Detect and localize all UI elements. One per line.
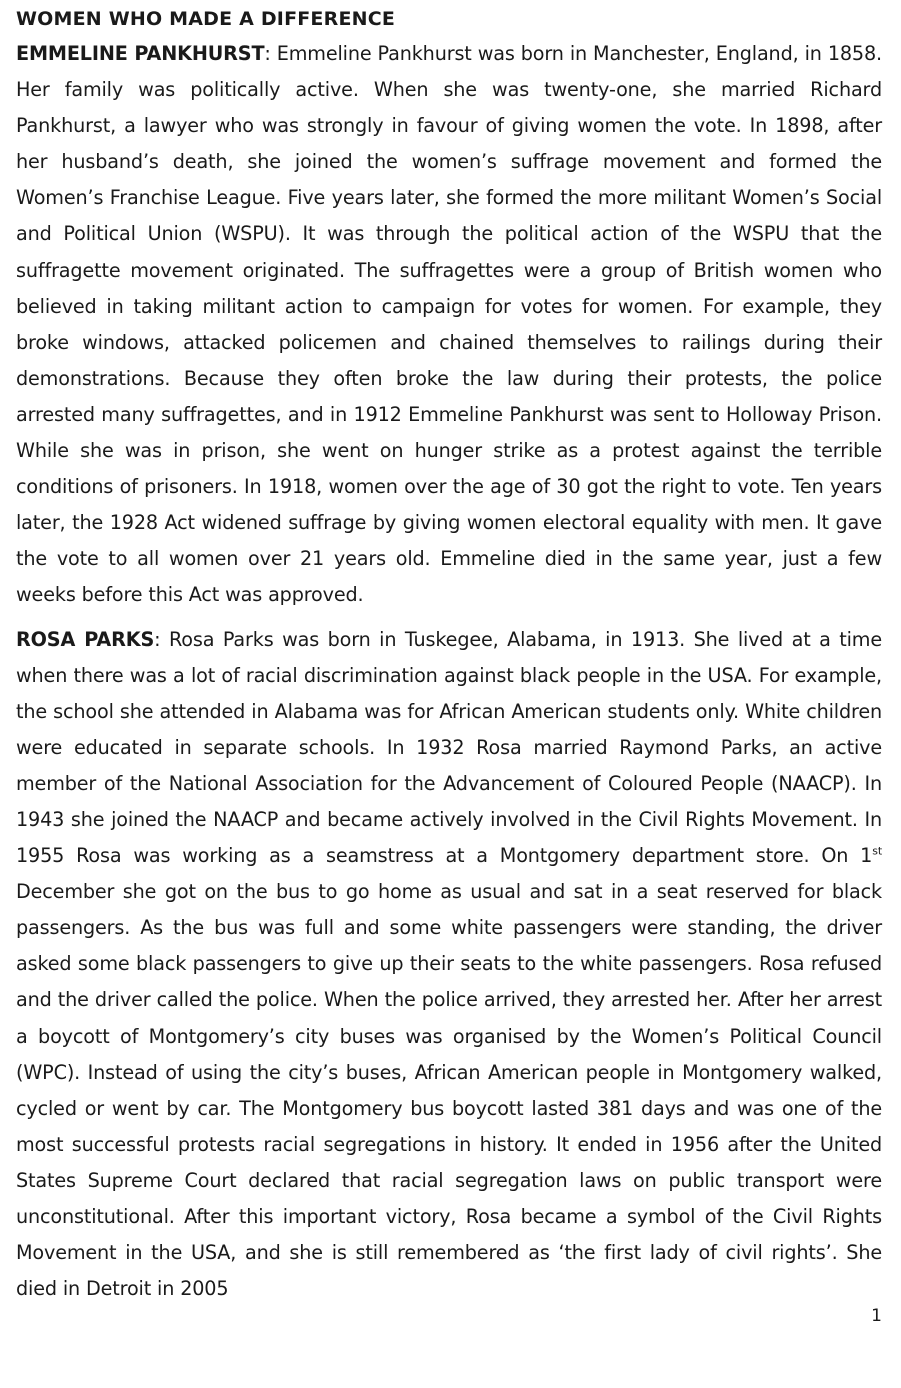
- section-pankhurst: EMMELINE PANKHURST: Emmeline Pankhurst was born in Manchester, England, in 1858. Her family was politically active. When she was twenty-one, she married Richard Pankhurst, a lawyer who was strongly in favour of giving women the vote. In 1898, after her husband’s death, she joined the women’s suffrage movement and formed the Women’s Franchise League. Five years later, she formed the more militant Women’s Social and Political Union (WSPU). It was through the political action of the WSPU that the suffragette movement originated. The suffragettes were a group of British women who believed in taking militant action to campaign for votes for women. For example, they broke windows, attacked policemen and chained themselves to railings during their demonstrations. Because they often broke the law during their protests, the police arrested many suffragettes, and in 1912 Emmeline Pankhurst was sent to Holloway Prison. While she was in prison, she went on hunger strike as a protest against the terrible conditions of prisoners. In 1918, women over the age of 30 got the right to vote. Ten years later, the 1928 Act widened suffrage by giving women electoral equality with men. It gave the vote to all women over 21 years old. Emmeline died in the same year, just a few weeks before this Act was approved.: [16, 42, 882, 607]
- ordinal-superscript: st: [872, 844, 882, 858]
- section-parks: ROSA PARKS: Rosa Parks was born in Tuskegee, Alabama, in 1913. She lived at a time when there was a lot of racial discrimination against black people in the USA. For example, the school she attended in Alabama was for African American students only. White children were educated in separate schools. In 1932 Rosa married Raymond Parks, an active member of the National Association for the Advancement of Coloured People (NAACP). In 1943 she joined the NAACP and became actively involved in the Civil Rights Movement. In 1955 Rosa was working as a seamstress at a Montgomery department store. On 1st December she got on the bus to go home as usual and sat in a seat reserved for black passengers. As the bus was full and some white passengers were standing, the driver asked some black passengers to give up their seats to the white passengers. Rosa refused and the driver called the police. When the police arrived, they arrested her. After her arrest a boycott of Montgomery’s city buses was organised by the Women’s Political Council (WPC). Instead of using the city’s buses, African American people in Montgomery walked, cycled or went by car. The Montgomery bus boycott lasted 381 days and was one of the most successful protests racial segregations in history. It ended in 1956 after the United States Supreme Court declared that racial segregation laws on public transport were unconstitutional. After this important victory, Rosa became a symbol of the Civil Rights Movement in the USA, and she is still remembered as ‘the first lady of civil rights’. She died in Detroit in 2005: [16, 627, 882, 1301]
- section-body-parks-part1: Rosa Parks was born in Tuskegee, Alabama, in 1913. She lived at a time when there was a lot of racial discrimination against black people in the USA. For example, the school she attended in Alabama was for African American students only. White children were educated in separate schools. In 1932 Rosa married Raymond Parks, an active member of the National Association for the Advancement of Coloured People (NAACP). In 1943 she joined the NAACP and became actively involved in the Civil Rights Movement. In 1955 Rosa was working as a seamstress at a Montgomery department store. On 1: [16, 627, 882, 868]
- section-heading-parks: ROSA PARKS: [16, 627, 155, 651]
- document-title: WOMEN WHO MADE A DIFFERENCE: [16, 8, 396, 30]
- document-page: [16, 6, 882, 1307]
- section-body-parks-part2: December she got on the bus to go home as usual and sat in a seat reserved for black passengers. As the bus was full and some white passengers were standing, the driver asked some black passengers to give up their seats to the white passengers. Rosa refused and the driver called the police. When the police arrived, they arrested her. After her arrest a boycott of Montgomery’s city buses was organised by the Women’s Political Council (WPC). Instead of using the city’s buses, African American people in Montgomery walked, cycled or went by car. The Montgomery bus boycott lasted 381 days and was one of the most successful protests racial segregations in history. It ended in 1956 after the United States Supreme Court declared that racial segregation laws on public transport were unconstitutional. After this important victory, Rosa became a symbol of the Civil Rights Movement in the USA, and she is still remembered as ‘the first lady of civil rights’. She died in Detroit in 2005: [16, 880, 882, 1301]
- page-number: 1: [871, 1306, 882, 1326]
- section-body-pankhurst: Emmeline Pankhurst was born in Manchester, England, in 1858. Her family was politically active. When she was twenty-one, she married Richard Pankhurst, a lawyer who was strongly in favour of giving women the vote. In 1898, after her husband’s death, she joined the women’s suffrage movement and formed the Women’s Franchise League. Five years later, she formed the more militant Women’s Social and Political Union (WSPU). It was through the political action of the WSPU that the suffragette movement originated. The suffragettes were a group of British women who believed in taking militant action to campaign for votes for women. For example, they broke windows, attacked policemen and chained themselves to railings during their demonstrations. Because they often broke the law during their protests, the police arrested many suffragettes, and in 1912 Emmeline Pankhurst was sent to Holloway Prison. While she was in prison, she went on hunger strike as a protest against the terrible conditions of prisoners. In 1918, women over the age of 30 got the right to vote. Ten years later, the 1928 Act widened suffrage by giving women electoral equality with men. It gave the vote to all women over 21 years old. Emmeline died in the same year, just a few weeks before this Act was approved.: [16, 42, 882, 607]
- section-heading-pankhurst: EMMELINE PANKHURST: [16, 42, 265, 65]
